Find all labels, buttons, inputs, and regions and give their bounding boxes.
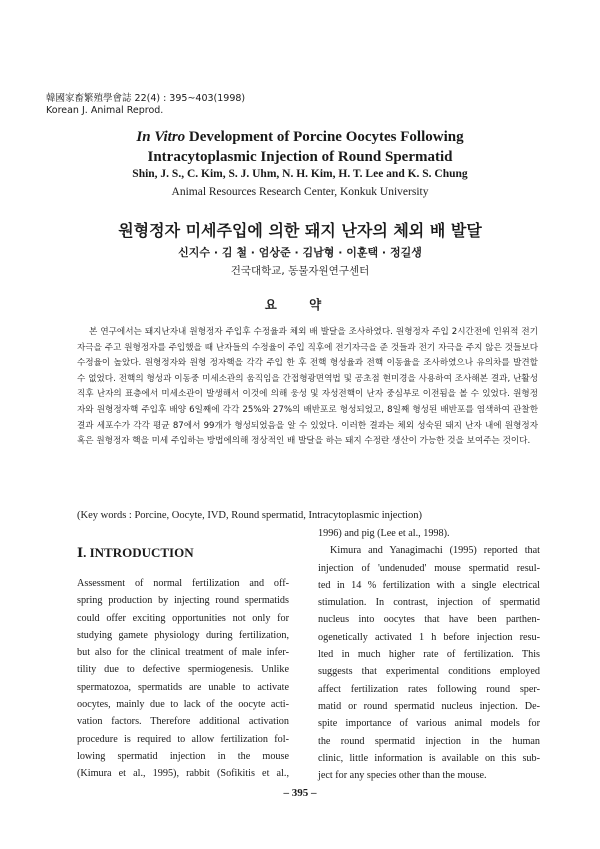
text-line: but also for the clinical treatment of male infer-: [77, 647, 289, 659]
text-line: injection of 'undenuded' mouse spermatid resul-: [318, 562, 540, 574]
text-line: nucleus into oocytes that have been parthen-: [318, 614, 540, 626]
abstract-body: [77, 325, 538, 450]
text-line: clinic, little information is available on this sub-: [318, 752, 540, 764]
text-line: ject for any species other than the mouse.: [318, 770, 487, 782]
journal-citation-english: Korean J. Animal Reprod.: [46, 105, 164, 116]
journal-citation: [46, 93, 245, 117]
abstract-paragraph: 본 연구에서는 돼지난자내 원형정자 주입후 수정율과 체외 배 발달을 조사하였다. 원형정자 주입 2시간전에 인위적 전기자극을 주고 원형정자를 주입했을 때 난자들의 수정율이 주입 직후에 전기자극을 준 것들과 전기 자극을 주지 않은 것들보다 수정율이 높았다. 원형정자와 원형 정자핵을 각각 주입 한 후 전핵 형성율과 전핵 이동율을 조사하였으나 유의차를 발견할 수 없었다. 전핵의 형성과 이동중 미세소관의 움직임을 간접형광면역법 및 공초점 현미경을 사용하여 조사해본 결과, 난활성 직후 난자의 표층에서 미세소관이 발생해서 이것에 의해 웅성 및 자성전핵이 난자 중심부로 이전됨을 볼 수 있었다. 원형정자와 원형정자핵 주입후 배양 6일째에 각각 25%와 27%의 배반포로 형성되었고, 8일째 형성된 배반포를 염색하여 관찰한 결과 세포수가 각각 평균 87에서 99개가 형성되었음을 알 수 있었다. 이러한 결과는 체외 성숙된 돼지 난자 내에 원형정자 혹은 원형정자 핵을 미세 주입하는 방법에의해 정상적인 배 발달을 하는 돼지 수정란 생산이 가능한 것을 보여주는 것이다.: [77, 327, 538, 447]
right-column: [318, 525, 540, 784]
page-number: – 395 –: [283, 787, 317, 799]
text-line: could offer exciting opportunities not only for: [77, 612, 289, 624]
text-line: lted in much higher rate of fertilization. This: [318, 649, 540, 661]
introduction-heading: Ⅰ. INTRODUCTION: [77, 545, 194, 560]
authors-korean: 신지수 · 김 철 · 엄상준 · 김남형 · 이훈택 · 정길생: [178, 246, 422, 259]
text-line: matid or round spermatid nucleus injection. De-: [318, 700, 540, 712]
text-line: affect fertilization rates following round sper-: [318, 683, 540, 695]
text-line: Assessment of normal fertilization and off-: [77, 578, 289, 589]
text-line: lowing spermatid injection in the mouse: [77, 750, 289, 762]
text-line: (Kimura et al., 1995), rabbit (Sofikitis et al.,: [77, 768, 289, 780]
affiliation-korean: 건국대학교, 동물자원연구센터: [230, 265, 370, 277]
text-line: 1996) and pig (Lee et al., 1998).: [318, 528, 450, 539]
text-line: suggests that experimental conditions employed: [318, 666, 540, 678]
left-column: [77, 575, 289, 783]
authors-english: Shin, J. S., C. Kim, S. J. Uhm, N. H. Kim, H. T. Lee and K. S. Chung: [132, 168, 468, 180]
text-line: Kimura and Yanagimachi (1995) reported that: [330, 545, 540, 557]
text-line: spring production by injecting round spermatids: [77, 595, 289, 607]
text-line: spermatozoa, spermatids are unable to activate: [77, 681, 289, 693]
text-line: studying gamete physiology during fertilization,: [77, 629, 289, 641]
text-line: ogenetically activated 1 h before injection resu-: [318, 631, 540, 643]
text-line: procedure is required to allow fertilization fol-: [77, 733, 289, 745]
abstract-heading: 요 약: [264, 297, 336, 312]
text-line: vation factors. Therefore additional activation: [77, 716, 289, 728]
title-line2: Intracytoplasmic Injection of Round Spermatid: [147, 149, 453, 165]
text-line: the round spermatid injection in the human: [318, 735, 540, 747]
paper-title-english: [0, 127, 600, 167]
text-line: ted in 14 % fertilization with a single electrical: [318, 579, 540, 591]
affiliation-english: Animal Resources Research Center, Konkuk University: [171, 186, 429, 198]
paper-title-korean: 원형정자 미세주입에 의한 돼지 난자의 체외 배 발달: [118, 221, 482, 240]
title-line1-rest: Development of Porcine Oocytes Following: [185, 129, 464, 145]
text-line: oocytes, mainly due to lack of the oocyte acti-: [77, 699, 289, 711]
text-line: spite importance of various animal models for: [318, 718, 540, 730]
journal-citation-korean: 韓國家畜繁殖學會誌 22(4) : 395~403(1998): [46, 93, 246, 104]
title-italic-part: In Vitro: [136, 129, 186, 145]
keywords: (Key words : Porcine, Oocyte, IVD, Round spermatid, Intracytoplasmic injection): [77, 510, 422, 521]
text-line: tility due to defective spermiogenesis. Unlike: [77, 664, 289, 676]
text-line: stimulation. In contrast, injection of spermatid: [318, 597, 540, 609]
